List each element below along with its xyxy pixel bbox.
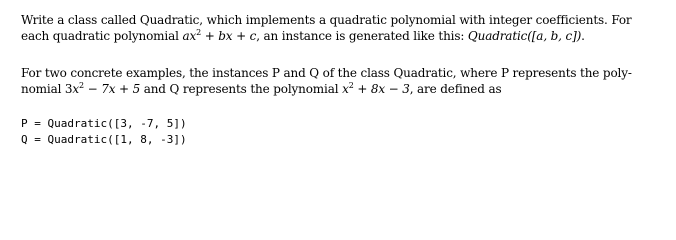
math-bx-c: + bx + c (201, 29, 257, 43)
math-poly-p-rest: − 7x + 5 (84, 82, 141, 96)
paragraph-2-line-2 (21, 82, 501, 97)
code-line-q: Q = Quadratic([1, 8, -3]) (21, 133, 187, 146)
math-x: x (342, 82, 349, 96)
text-span: , are defined as (409, 82, 502, 96)
paragraph-2-line-1: For two concrete examples, the instances P and Q of the class Quadratic, where P represents the poly- (21, 66, 632, 80)
paragraph-1-line-1: Write a class called Quadratic, which implements a quadratic polynomial with integer coefficients. For (21, 13, 632, 27)
text-span: each quadratic polynomial (21, 29, 183, 43)
exponent: 2 (79, 81, 84, 90)
text-span: nomial 3 (21, 82, 73, 96)
text-span: . (581, 29, 585, 43)
exponent: 2 (348, 81, 354, 90)
exponent: 2 (196, 28, 202, 37)
code-line-p: P = Quadratic([3, -7, 5]) (21, 117, 187, 130)
text-span: , an instance is generated like this: (256, 29, 468, 43)
paragraph-1-line-2 (21, 29, 585, 44)
math-constructor-example: Quadratic([a, b, c]) (467, 29, 582, 43)
math-x: x (72, 82, 80, 96)
math-ax: ax (182, 29, 197, 43)
math-poly-q-rest: + 8x − 3 (353, 82, 410, 96)
text-span: and Q represents the polynomial (140, 82, 343, 96)
